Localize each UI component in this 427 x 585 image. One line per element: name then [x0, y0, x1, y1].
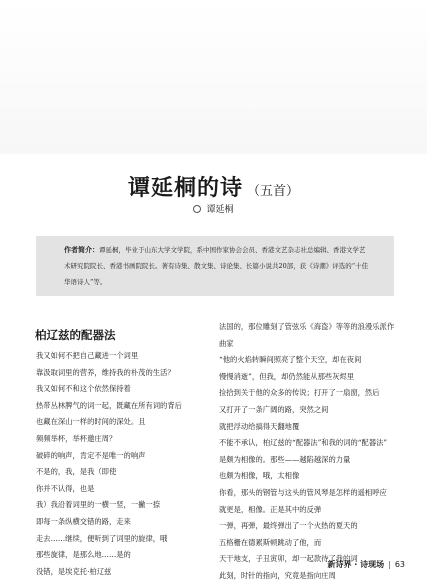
author-bio-box — [36, 236, 394, 296]
poem-line: 就把浮动给搞得天翻地覆 — [219, 421, 300, 431]
poem-title: 柏辽兹的配器法 — [35, 328, 116, 342]
poem-line: 不能不承认，柏辽兹的“配器法”和我的词的“配器法” — [219, 438, 388, 448]
poem-line: 即每一条纵横交错的路，走来 — [36, 516, 131, 526]
title-subtitle: （五首） — [247, 184, 300, 199]
bio-line: 术研究院院长、香港书画院院长。著有诗集、散文集、诗论集、长篇小说共20部，获《诗潮》评选的“十佳 — [64, 262, 369, 270]
poem-line: 五格栅在德累斯顿跳动了他，而 — [219, 537, 322, 547]
bio-line — [64, 242, 386, 258]
poem-line: 走去……继续，便听到了词里的旋律，哦 — [36, 533, 168, 543]
poem-line: 曲家 — [219, 338, 234, 348]
poem-line: 也颇为相像，哦，太相像 — [219, 471, 300, 481]
poem-line: 热带丛林脾气的词一起，既藏在所有词的背后 — [36, 400, 182, 410]
poem-line: 一弹，再弹，最终弹出了一个火热的夏天的 — [219, 521, 358, 531]
poem-line: 又打开了一条广阔的路，突然之间 — [219, 404, 329, 414]
poem-line: 靠汲取词里的营养，维持我的朴茂的生活？ — [36, 367, 175, 377]
poem-line: 频频举杯，举杯邀庄周？ — [36, 433, 117, 443]
poem-line: 我）我沿着词里的一横一竖，一撇一捺 — [36, 500, 161, 510]
bio-line: 华语诗人”等。 — [64, 278, 107, 286]
poem-line: 捡拾到关于他的众多的传说；打开了一扇窗，然后 — [219, 388, 380, 398]
footer-separator: | — [388, 560, 391, 569]
poem-line: 此刻，时针的指向，究竟是指向庄周 — [219, 570, 336, 580]
poem-line: 就更是，相像。正是其中的反弹 — [219, 504, 322, 514]
poem-line: 慢慢消逝”，但我，却仍然能从那些灰烬里 — [219, 371, 355, 381]
poem-line: 我又如何不和这个依然保持着 — [36, 384, 131, 394]
author-byline — [0, 202, 427, 215]
page-footer — [328, 559, 406, 570]
poem-column-right — [219, 319, 394, 585]
poem-line: 也藏在深山一样的时间的深处。且 — [36, 417, 146, 427]
author-name: 谭延桐 — [206, 205, 234, 215]
poem-line: 破碎的响声，肯定不是唯一的响声 — [36, 450, 146, 460]
bullet-icon — [193, 205, 201, 213]
poem-line: 没错，是埃克托·柏辽兹 — [36, 566, 112, 576]
page-title — [0, 171, 427, 202]
poem-line: 那些旋律，是那么地……是的 — [36, 550, 131, 560]
header-band — [0, 0, 427, 154]
poem-line: 法国的，那位雕刻了管弦乐《海盗》等等的浪漫乐派作 — [219, 322, 395, 331]
title-main: 谭延桐的诗 — [127, 175, 243, 201]
poem-line: 你看，那头的钢管与这头的管风琴是怎样的遥相呼应 — [219, 487, 387, 497]
poem-line: 是颇为相像的。那些——越陷越深的力量 — [219, 454, 351, 464]
bio-label: 作者简介： — [64, 245, 99, 254]
poem-line: 天干地支，子丑寅卯，却一起款待了我的词 — [219, 554, 358, 564]
poem-line: 不是的，我，是我（即使 — [36, 467, 117, 477]
magazine-name: 新诗界 · 诗现场 — [327, 560, 385, 569]
poem-column-left — [36, 348, 182, 580]
page-number: 63 — [394, 560, 405, 569]
poem-line: 你并不认得，也是 — [36, 483, 95, 493]
poem-line: 我又如何不把自己藏进一个词里 — [36, 351, 139, 360]
bio-text: 谭延桐，毕业于山东大学文学院，系中国作家协会会员、香港文艺杂志社总编辑、香港文学艺 — [99, 246, 366, 254]
poem-line: “他的火焰转瞬间照亮了整个天空，却在夜间 — [219, 355, 362, 365]
